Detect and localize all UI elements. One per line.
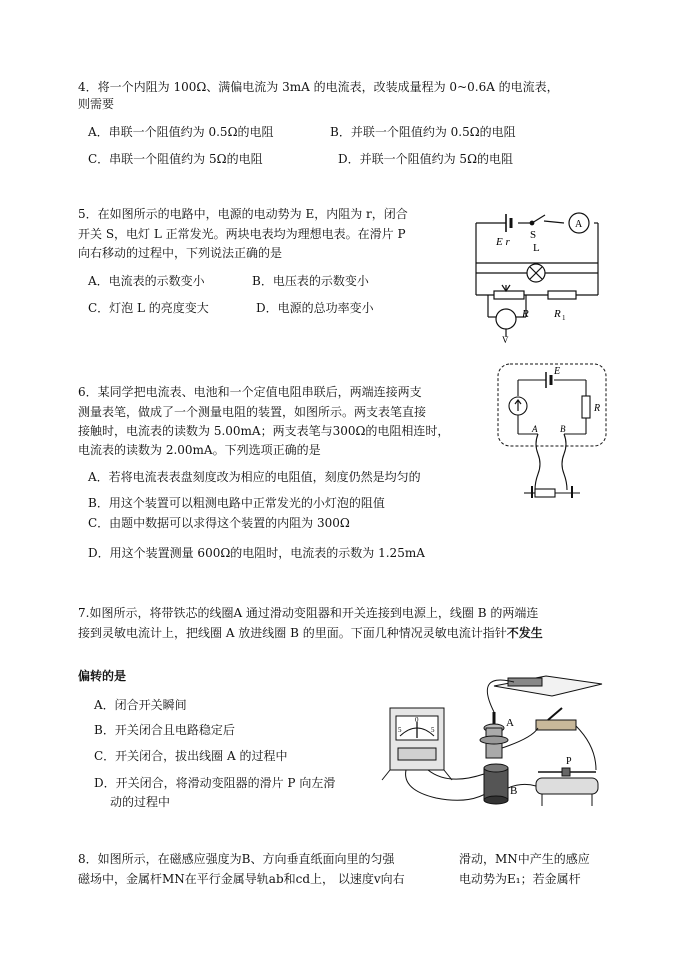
q5-fig-s-label: S (530, 229, 537, 241)
q8-side-line2: 电动势为E₁；若金属杆 (459, 872, 581, 886)
q5-option-d: D．电源的总功率变小 (256, 301, 374, 315)
q5-fig-v-label: V (502, 335, 509, 345)
q6-ohmmeter-diagram (494, 360, 610, 500)
q5-fig-a-label: A (575, 219, 583, 230)
q5-fig-r1-label: R (554, 308, 561, 320)
q5-fig-r1-sub: 1 (562, 314, 566, 322)
q5-option-b: B．电压表的示数变小 (252, 274, 369, 288)
q7-option-d-line1: D．开关闭合，将滑动变阻器的滑片 P 向左滑 (94, 776, 336, 790)
q6-option-c: C．由题中数据可以求得这个装置的内阻为 300Ω (88, 516, 350, 530)
q7-fig-gauge-5-right: 5 (431, 726, 435, 734)
q6-stem-line2: 测量表笔，做成了一个测量电阻的装置，如图所示。两支表笔直接 (78, 405, 427, 419)
q4-option-c: C．串联一个阻值约为 5Ω的电阻 (88, 152, 263, 166)
q4-option-d: D．并联一个阻值约为 5Ω的电阻 (338, 152, 514, 166)
q4-stem-line2: 则需要 (78, 97, 115, 111)
q5-option-a: A．电流表的示数变小 (88, 274, 205, 288)
q4-option-b: B．并联一个阻值约为 0.5Ω的电阻 (330, 125, 516, 139)
q7-option-d-line2: 动的过程中 (110, 795, 171, 809)
q8-stem-line1: 8．如图所示，在磁感应强度为B、方向垂直纸面向里的匀强 (78, 852, 395, 866)
q6-option-a: A．若将电流表表盘刻度改为相应的电阻值，刻度仍然是均匀的 (88, 470, 421, 484)
q7-option-a: A．闭合开关瞬间 (94, 698, 187, 712)
q5-stem-line1: 5．在如图所示的电路中，电源的电动势为 E，内阻为 r，闭合 (78, 207, 408, 221)
q6-stem-line4: 电流表的读数为 2.00mA。下列选项正确的是 (78, 443, 321, 457)
q7-fig-gauge-0: 0 (415, 716, 419, 724)
q7-emphasis-text: 不发生 (506, 626, 543, 640)
q7-fig-a-label: A (506, 717, 514, 729)
q8-side-line1: 滑动，MN中产生的感应 (459, 852, 590, 866)
q7-induction-apparatus (376, 668, 612, 816)
q6-fig-r-label: R (594, 403, 601, 414)
q5-option-c: C．灯泡 L 的亮度变大 (88, 301, 209, 315)
q8-stem-line2: 磁场中，金属杆MN在平行金属导轨ab和cd上， 以速度v向右 (78, 872, 405, 886)
q7-option-c: C．开关闭合，拔出线圈 A 的过程中 (94, 749, 288, 763)
q6-fig-b-label: B (560, 424, 566, 434)
q5-stem-line3: 向右移动的过程中，下列说法正确的是 (78, 246, 283, 260)
q7-stem-line2-text: 接到灵敏电流计上，把线圈 A 放进线圈 B 的里面。下面几种情况灵敏电流计指针 (78, 626, 507, 640)
q7-fig-gauge-5-left: 5 (398, 726, 402, 734)
q4-option-a: A．串联一个阻值约为 0.5Ω的电阻 (88, 125, 274, 139)
q6-fig-e-label: E (554, 366, 561, 377)
q6-fig-a-label: A (532, 424, 538, 434)
q7-stem-line1: 7.如图所示，将带铁芯的线圈A 通过滑动变阻器和开关连接到电源上，线圈 B 的两端连 (78, 606, 539, 620)
q7-fig-b-label: B (510, 785, 518, 797)
q7-fig-p-label: P (566, 756, 572, 767)
q5-fig-l-label: L (533, 242, 540, 254)
q4-stem-line1: 4．将一个内阻为 100Ω、满偏电流为 3mA 的电流表，改装成量程为 0~0.6A 的电流表， (78, 80, 559, 94)
q6-option-d: D．用这个装置测量 600Ω的电阻时，电流表的示数为 1.25mA (88, 546, 425, 560)
q5-circuit-diagram (466, 205, 606, 345)
q6-stem-line1: 6．某同学把电流表、电池和一个定值电阻串联后，两端连接两支 (78, 385, 422, 399)
q5-stem-line2: 开关 S，电灯 L 正常发光。两块电表均为理想电表。在滑片 P (78, 227, 406, 241)
q6-option-b: B．用这个装置可以粗测电路中正常发光的小灯泡的阻值 (88, 496, 385, 510)
q7-option-b: B．开关闭合且电路稳定后 (94, 723, 235, 737)
q6-stem-line3: 接触时，电流表的读数为 5.00mA；两支表笔与300Ω的电阻相连时， (78, 424, 450, 438)
q7-stem-line2 (78, 625, 543, 641)
q7-stem-line3: 偏转的是 (78, 669, 127, 683)
q5-fig-r-label: R (522, 308, 529, 320)
q5-fig-er-label: E r (496, 236, 510, 248)
